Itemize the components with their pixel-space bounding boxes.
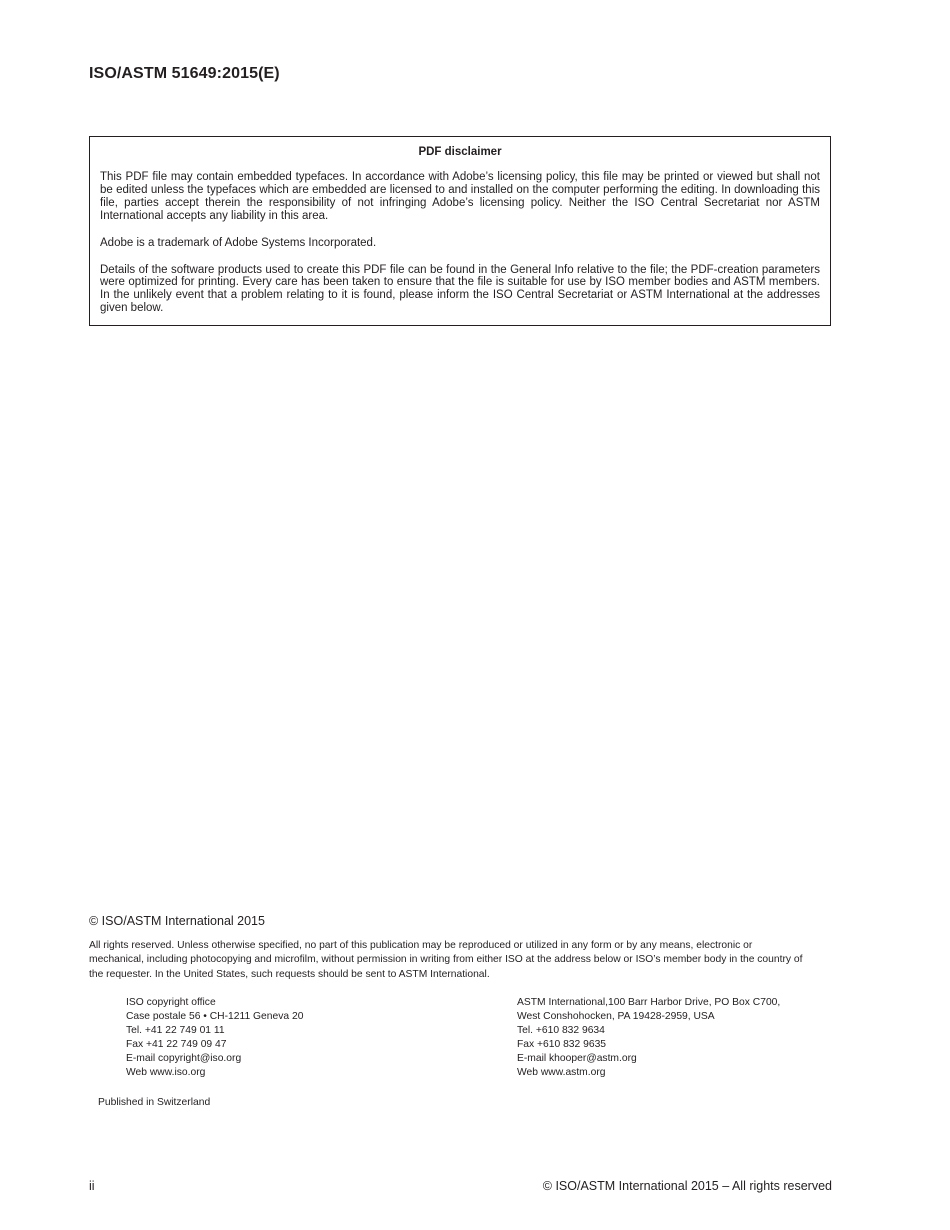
pdf-disclaimer-box [89,136,831,326]
iso-web: Web www.iso.org [126,1067,206,1079]
astm-address-block [517,996,780,1081]
iso-email: E-mail copyright@iso.org [126,1053,242,1065]
disclaimer-title: PDF disclaimer [418,146,502,158]
iso-telephone: Tel. +41 22 749 01 11 [126,1025,225,1037]
published-location: Published in Switzerland [98,1097,211,1108]
astm-telephone: Tel. +610 832 9634 [517,1025,605,1037]
page-number: ii [89,1179,95,1193]
rights-reserved-text: All rights reserved. Unless otherwise specified, no part of this publication may be reproduced or utilized in any form or by any means, electronic or mechanical, including photocopying and microfilm, without permission in writing from either ISO at the address below or ISO’s member body in the country of the requester. In the United States, such requests should be sent to ASTM International. [89,940,803,980]
astm-city-address: West Conshohocken, PA 19428-2959, USA [517,1011,715,1023]
iso-fax: Fax +41 22 749 09 47 [126,1039,227,1051]
iso-office-name: ISO copyright office [126,997,216,1008]
disclaimer-paragraph-software-details: Details of the software products used to create this PDF file can be found in the General Info relative to the file; the PDF-creation parameters were optimized for printing. Every care has been taken to ensure that the file is suitable for use by ISO member bodies and ASTM members. In the unlikely event that a problem relating to it is found, please inform the ISO Central Secretariat or ASTM International at the addresses given below. [100,263,820,315]
astm-street-address: ASTM International,100 Barr Harbor Drive, PO Box C700, [517,997,781,1008]
disclaimer-paragraph-adobe-trademark: Adobe is a trademark of Adobe Systems Incorporated. [100,236,377,249]
copyright-heading: © ISO/ASTM International 2015 [89,914,265,928]
iso-postal-address: Case postale 56 • CH-1211 Geneva 20 [126,1011,304,1023]
disclaimer-paragraph-embedded-typefaces: This PDF file may contain embedded typefaces. In accordance with Adobe’s licensing policy, this file may be printed or viewed but shall not be edited unless the typefaces which are embedded are licensed to and installed on the computer performing the editing. In downloading this file, parties accept therein the responsibility of not infringing Adobe’s licensing policy. Neither the ISO Central Secretariat nor ASTM International accepts any liability in this area. [100,171,820,222]
footer-copyright: © ISO/ASTM International 2015 – All rights reserved [542,1179,832,1193]
astm-web: Web www.astm.org [517,1067,606,1079]
astm-fax: Fax +610 832 9635 [517,1039,607,1051]
astm-email: E-mail khooper@astm.org [517,1053,637,1065]
iso-address-block [126,996,303,1081]
document-id: ISO/ASTM 51649:2015(E) [89,65,280,82]
